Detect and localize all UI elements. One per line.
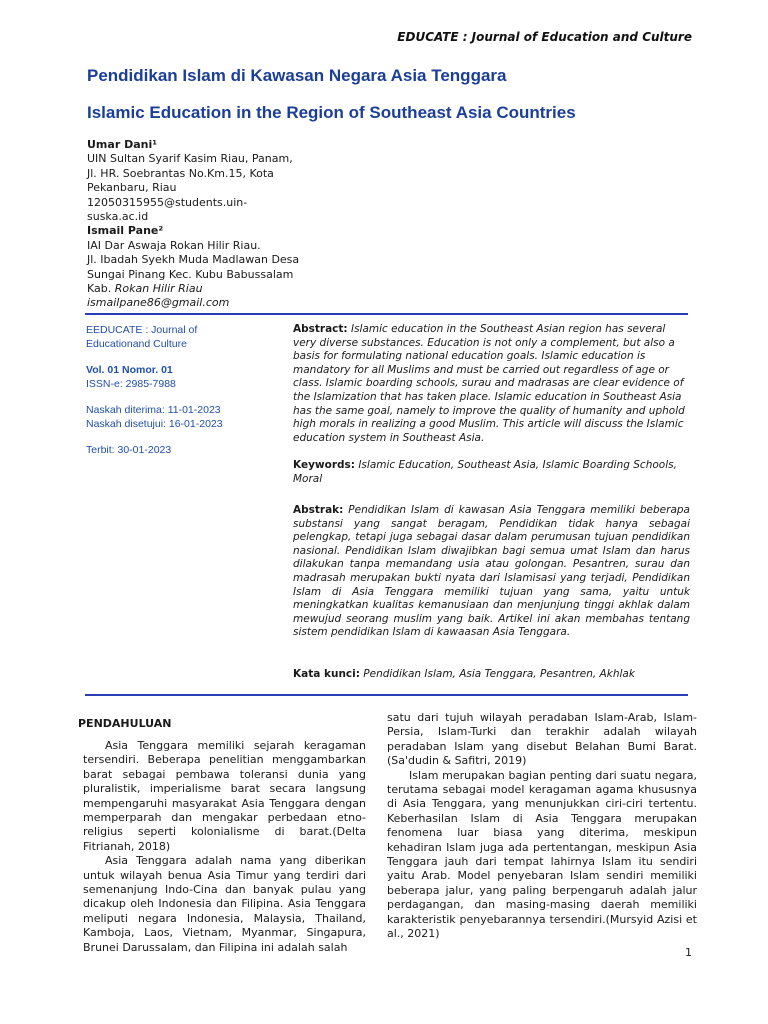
abstract-label: Abstract: (293, 323, 348, 335)
paragraph: Asia Tenggara memiliki sejarah keragaman tersendiri. Beberapa penelitian menggambarkan barat sebagai pembawa toleransi dunia yang pluralistik, imperialisme barat secara langsung mempengaruhi masyarakat Asia Tenggara dengan memperparah dan mengakar perbedaan etno-religius seperti kolonialisme di barat.(Delta Fitrianah, 2018) (83, 739, 366, 853)
section-heading: PENDAHULUAN (78, 717, 172, 730)
abstrak-label: Abstrak: (293, 504, 344, 516)
paragraph: Islam merupakan bagian penting dari suatu negara, terutama sebagai model keragaman agama khususnya di Asia Tenggara, yang menunjukkan ciri-ciri tertentu. Keberhasilan Islam di Asia Tenggara merupakan fenomena luar biasa yang diterima, meskipun kehadiran Islam juga ada pertentangan, meskipun Asia Tenggara jauh dari tempat lahirnya Islam itu sendiri yaitu Arab. Model penyebaran Islam sendiri memiliki beberapa jalur, yang paling berpengaruh adalah jalur perdagangan, dan masing-masing daerah memiliki karakteristik penyebarannya tersendiri.(Mursyid Azisi et al., 2021) (387, 768, 697, 941)
author-2-name: Ismail Pane² (87, 224, 164, 238)
sidebar-issn: ISSN-e: 2985-7988 (86, 377, 176, 390)
author-1-name: Umar Dani¹ (87, 138, 158, 151)
author-2-email: ismailpane86@gmail.com (87, 296, 230, 310)
author-1-address: Jl. HR. Soebrantas No.Km.15, Kota (87, 166, 274, 180)
author-1-email-cont: suska.ac.id (87, 210, 149, 224)
title-indonesian: Pendidikan Islam di Kawasan Negara Asia Tenggara (87, 66, 507, 85)
divider-bottom (85, 694, 688, 696)
abstract-indonesian (293, 504, 690, 640)
author-1-city: Pekanbaru, Riau (87, 181, 177, 195)
author-1-email: 12050315955@students.uin- (87, 195, 248, 209)
journal-header: EDUCATE : Journal of Education and Culture (397, 30, 692, 44)
author-2-regency-name: Rokan Hilir Riau (114, 282, 203, 296)
body-column-left (83, 739, 366, 955)
kata-kunci-label: Kata kunci: (293, 668, 360, 680)
author-2-affiliation: IAI Dar Aswaja Rokan Hilir Riau. (87, 238, 261, 252)
page-number: 1 (685, 946, 692, 959)
sidebar-accepted: Naskah disetujui: 16-01-2023 (86, 417, 223, 430)
keywords-label: Keywords: (293, 459, 355, 471)
sidebar-volume: Vol. 01 Nomor. 01 (86, 364, 173, 376)
keywords-text: Islamic Education, Southeast Asia, Islamic Boarding Schools, Moral (293, 459, 677, 485)
abstract-english (293, 323, 690, 445)
body-column-right (387, 711, 697, 942)
sidebar-published: Terbit: 30-01-2023 (86, 444, 172, 456)
abstrak-text: Pendidikan Islam di kawasan Asia Tenggara memiliki beberapa substansi yang sangat beragam, Pendidikan tidak hanya sebagai pelengkap, tetapi juga sebagai dasar dalam perumusan tujuan pendidikan nasional. Pendidikan Islam diwajibkan bagi semua umat Islam dan harus dilakukan tanpa memandang usia atau golongan. Pesantren, surau dan madrasah merupakan bukti nyata dari Islamisasi yang terjadi, Pendidikan Islam di Asia Tenggara memiliki tujuan yang sama, yaitu untuk meningkatkan kualitas kemanusiaan dan menjunjung tinggi akhlak dalam mewujud seorang muslim yang baik. Artikel ini akan membahas tentang sistem pendidikan Islam di kawaasan Asia Tenggara. (293, 504, 690, 639)
author-2-district: Sungai Pinang Kec. Kubu Babussalam (87, 267, 294, 281)
author-2-regency-prefix: Kab. (87, 282, 112, 296)
sidebar-journal-line2: Educationand Culture (86, 337, 187, 350)
keywords-indonesian (293, 668, 690, 682)
title-english: Islamic Education in the Region of Southeast Asia Countries (87, 103, 576, 122)
paragraph: Asia Tenggara adalah nama yang diberikan untuk wilayah benua Asia Timur yang terdiri dari semenanjung Indo-Cina dan banyak pulau yang dicakup oleh Indonesia dan Filipina. Asia Tenggara meliputi negara Indonesia, Malaysia, Thailand, Kamboja, Laos, Vietnam, Myanmar, Singapura, Brunei Darussalam, dan Filipina ini adalah salah (83, 854, 366, 954)
sidebar-received: Naskah diterima: 11-01-2023 (86, 404, 221, 416)
author-2-address: Jl. Ibadah Syekh Muda Madlawan Desa (87, 253, 300, 267)
sidebar-journal-line1: EEDUCATE : Journal of (86, 324, 198, 336)
article-info-sidebar (86, 324, 266, 458)
kata-kunci-text: Pendidikan Islam, Asia Tenggara, Pesantren, Akhlak (363, 668, 635, 680)
author-2-regency (87, 282, 322, 296)
author-1-affiliation: UIN Sultan Syarif Kasim Riau, Panam, (87, 152, 293, 166)
keywords-english (293, 459, 690, 486)
abstract-text: Islamic education in the Southeast Asian region has several very diverse substances. Education is not only a complement, but also a basis for formulating national education goals. Islamic education is mandatory for all Muslims and must be carried out regardless of age or class. Islamic boarding schools, surau and madrasas are clear evidence of the Islamization that has taken place. Islamic education in Southeast Asia has the same goal, namely to improve the quality of humanity and uphold high morals in realizing a good Muslim. This article will discuss the Islamic education system in Southeast Asia. (293, 323, 685, 444)
divider-top (85, 313, 688, 315)
paragraph: satu dari tujuh wilayah peradaban Islam-Arab, Islam-Persia, Islam-Turki dan terakhir adalah wilayah peradaban Islam yang disebut Belahan Bumi Barat. (Sa'dudin & Safitri, 2019) (387, 711, 697, 768)
author-block (87, 138, 322, 311)
